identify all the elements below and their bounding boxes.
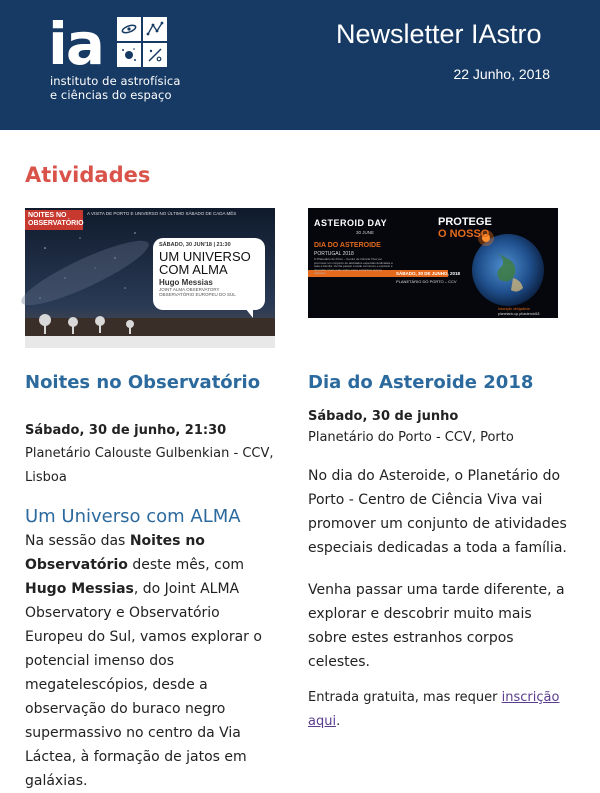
newsletter-title: Newsletter IAstro: [336, 19, 542, 49]
desc-bold-speaker: Hugo Messias: [25, 581, 134, 597]
protege-heading-1: PROTEGE: [438, 216, 492, 228]
bubble-date: SÁBADO, 30 JUN'18 | 21:30: [159, 242, 231, 248]
telescope-icon: [143, 43, 167, 67]
bubble-org-1: JOINT ALMA OBSERVATORY: [159, 287, 220, 292]
institute-name-line-1: instituto de astrofísica: [50, 74, 181, 88]
dia-asteroide-heading: DIA DO ASTEROIDE: [314, 242, 381, 249]
event-column-left: [25, 208, 280, 793]
bubble-title-1: UM UNIVERSO: [159, 249, 251, 264]
bubble-org-2: OBSERVATÓRIO EUROPEU DO SUL: [159, 292, 236, 297]
portugal-2018-heading: PORTUGAL 2018: [314, 251, 354, 257]
institute-name-line-2: e ciências do espaço: [50, 88, 172, 102]
event-description-noites: [25, 529, 280, 793]
event-venue-noites: Planetário Calouste Gulbenkian - CCV, Lisboa: [25, 446, 274, 485]
ia-logo-grid: [116, 16, 168, 68]
poster-band: SÁBADO, 30 DE JUNHO, 2018: [396, 271, 461, 276]
entry-end: .: [336, 714, 341, 729]
protege-heading-2: O NOSSO: [438, 228, 490, 240]
section-title: Atividades: [25, 163, 151, 187]
asteroid-poster-image[interactable]: [308, 208, 558, 328]
noites-poster-image[interactable]: [25, 208, 275, 348]
newsletter-date: 22 Junho, 2018: [453, 66, 550, 82]
noites-poster-tag: NOITES NO OBSERVATÓRIO: [25, 210, 83, 230]
event-description-asteroide-1: No dia do Asteroide, o Planetário do Porto - Centro de Ciência Viva vai promover um conjunto de atividades especiais dedicadas a toda a família.: [308, 468, 567, 556]
desc-text-3: , do Joint ALMA Observatory e Observatório Europeu do Sul, vamos explorar o potencial imenso dos megatelescópios, desde a observação do buraco negro supermassivo no centro da Via Láctea, à formação de jatos em galáxias.: [25, 581, 262, 789]
constellation-icon: [143, 17, 167, 41]
event-description-asteroide-2: Venha passar uma tarde diferente, a explorar e descobrir muito mais sobre estes estranhos corpos celestes.: [308, 582, 565, 670]
event-subtitle-alma: Um Universo com ALMA: [25, 506, 241, 527]
asteroid-day-logo-sub: 30 JUNE: [356, 230, 375, 235]
poster-footer-link: planetario.up.pt/asteroid18: [498, 312, 540, 316]
ia-logo: ia: [48, 10, 104, 78]
noites-speech-bubble: [153, 238, 265, 310]
bubble-speaker: Hugo Messias: [159, 278, 213, 287]
poster-footer-label: Inscrição obrigatória: [498, 307, 530, 311]
asteroid-day-logo: ASTEROID DAY: [314, 218, 388, 228]
entry-text: Entrada gratuita, mas requer: [308, 690, 502, 705]
spiral-galaxy-icon: [117, 17, 141, 41]
bubble-title-2: COM ALMA: [159, 262, 228, 277]
noites-poster-topline: A VISITA DE PORTO E UNIVERSO NO ÚLTIMO SÁBADO DE CADA MÊS: [87, 211, 237, 216]
desc-text-1: Na sessão das: [25, 533, 130, 549]
newsletter-header: [0, 0, 600, 130]
event-title-asteroide[interactable]: Dia do Asteroide 2018: [308, 372, 534, 393]
desc-text-2: deste mês, com: [127, 557, 245, 573]
poster-small-text: O Planetário do Porto – Centro de Ciência Viva vai promover um conjunto de atividades especiais dedicadas a toda a família. Venha passar a tarde connosco e explorar e descobrir muito mais sobre estes estranhos corpos celestes.: [314, 257, 393, 275]
poster-band-sub: PLANETÁRIO DO PORTO – CCV: [396, 279, 457, 284]
event-venue-asteroide: Planetário do Porto - CCV, Porto: [308, 430, 514, 445]
entry-info: [308, 686, 568, 734]
desc-bold-noites: Noites no Observatório: [25, 533, 205, 573]
institute-name: [50, 74, 180, 102]
planet-icon: [117, 43, 141, 67]
event-date-asteroide: Sábado, 30 de junho: [308, 409, 459, 424]
event-column-right: [308, 208, 568, 734]
noites-bubble-tail: [245, 308, 253, 318]
event-date-noites: Sábado, 30 de junho, 21:30: [25, 423, 227, 438]
event-title-noites[interactable]: Noites no Observatório: [25, 372, 261, 393]
registration-link[interactable]: inscrição aqui: [308, 690, 560, 729]
